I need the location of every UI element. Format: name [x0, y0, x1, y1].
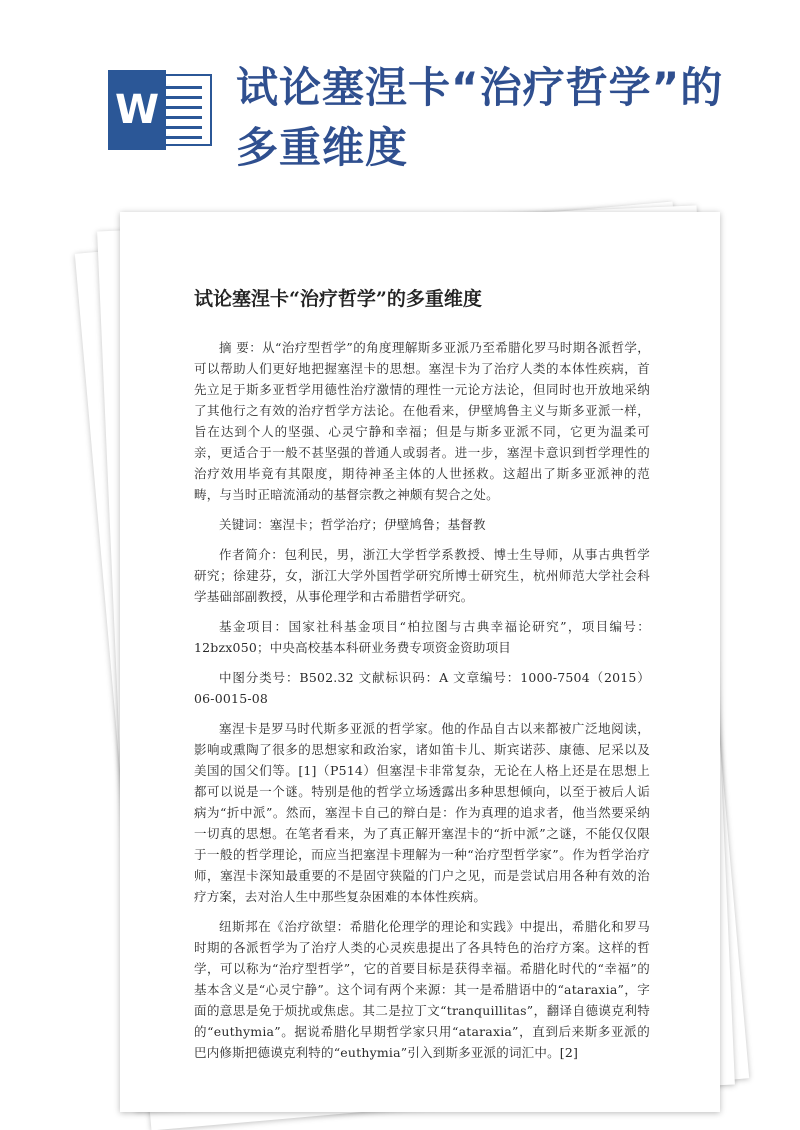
fund-paragraph: 基金项目：国家社科基金项目“柏拉图与古典幸福论研究”，项目编号：12bzx050；中央高校基本科研业务费专项资金资助项目	[194, 619, 650, 655]
classification-paragraph: 中图分类号：B502.32 文献标识码：A 文章编号：1000-7504（2015）06-0015-08	[194, 670, 650, 706]
word-document-icon	[108, 70, 212, 150]
header-title: 试论塞涅卡“治疗哲学”的多重维度	[236, 63, 724, 172]
abstract-paragraph: 摘 要：从“治疗型哲学”的角度理解斯多亚派乃至希腊化罗马时期各派哲学，可以帮助人们更好地把握塞涅卡的思想。塞涅卡为了治疗人类的本体性疾病，首先立足于斯多亚哲学用德性治疗激情的理性一元论方法论，但同时也开放地采纳了其他行之有效的治疗哲学方法论。在他看来，伊壁鸠鲁主义与斯多亚派一样，旨在达到个人的坚强、心灵宁静和幸福；但是与斯多亚派不同，它更为温柔可亲，更适合于一般不甚坚强的普通人或弱者。进一步，塞涅卡意识到哲学理性的治疗效用毕竟有其限度，期待神圣主体的人世拯救。这超出了斯多亚派神的范畴，与当时正暗流涌动的基督宗教之神颇有契合之处。	[194, 340, 650, 502]
body-paragraph: 塞涅卡是罗马时代斯多亚派的哲学家。他的作品自古以来都被广泛地阅读，影响或熏陶了很多的思想家和政治家，诸如笛卡儿、斯宾诺莎、康德、尼采以及美国的国父们等。[1]（P514）但塞涅卡非常复杂，无论在人格上还是在思想上都可以说是一个谜。特别是他的哲学立场透露出多种思想倾向，以至于被后人诟病为“折中派”。然而，塞涅卡自己的辩白是：作为真理的追求者，他当然要采纳一切真的思想。在笔者看来，为了真正解开塞涅卡的“折中派”之谜，不能仅仅限于一般的哲学理论，而应当把塞涅卡理解为一种“治疗型哲学家”。作为哲学治疗师，塞涅卡深知最重要的不是固守狭隘的门户之见，而是尝试启用各种有效的治疗方案，去对治人生中那些复杂困难的本体性疾病。	[194, 721, 650, 904]
keywords-paragraph: 关键词：塞涅卡；哲学治疗；伊壁鸠鲁；基督教	[219, 517, 486, 532]
document-title: 试论塞涅卡“治疗哲学”的多重维度	[194, 288, 482, 310]
author-info-paragraph: 作者简介：包利民，男，浙江大学哲学系教授、博士生导师，从事古典哲学研究；徐建芬，女，浙江大学外国哲学研究所博士研究生，杭州师范大学社会科学基础部副教授，从事伦理学和古希腊哲学研究。	[194, 547, 650, 604]
word-badge: W	[108, 70, 166, 150]
body-paragraph: 纽斯邦在《治疗欲望：希腊化伦理学的理论和实践》中提出，希腊化和罗马时期的各派哲学为了治疗人类的心灵疾患提出了各具特色的治疗方案。这样的哲学，可以称为“治疗型哲学”，它的首要目标是获得幸福。希腊化时代的“幸福”的基本含义是“心灵宁静”。这个词有两个来源：其一是希腊语中的“ataraxia”，字面的意思是免于烦扰或焦虑。其二是拉丁文“tranquillitas”，翻译自德谟克利特的“euthymia”。据说希腊化早期哲学家只用“ataraxia”，直到后来斯多亚派的巴内修斯把德谟克利特的“euthymia”引入到斯多亚派的词汇中。[2]	[194, 919, 650, 1060]
document-page	[120, 212, 720, 1112]
